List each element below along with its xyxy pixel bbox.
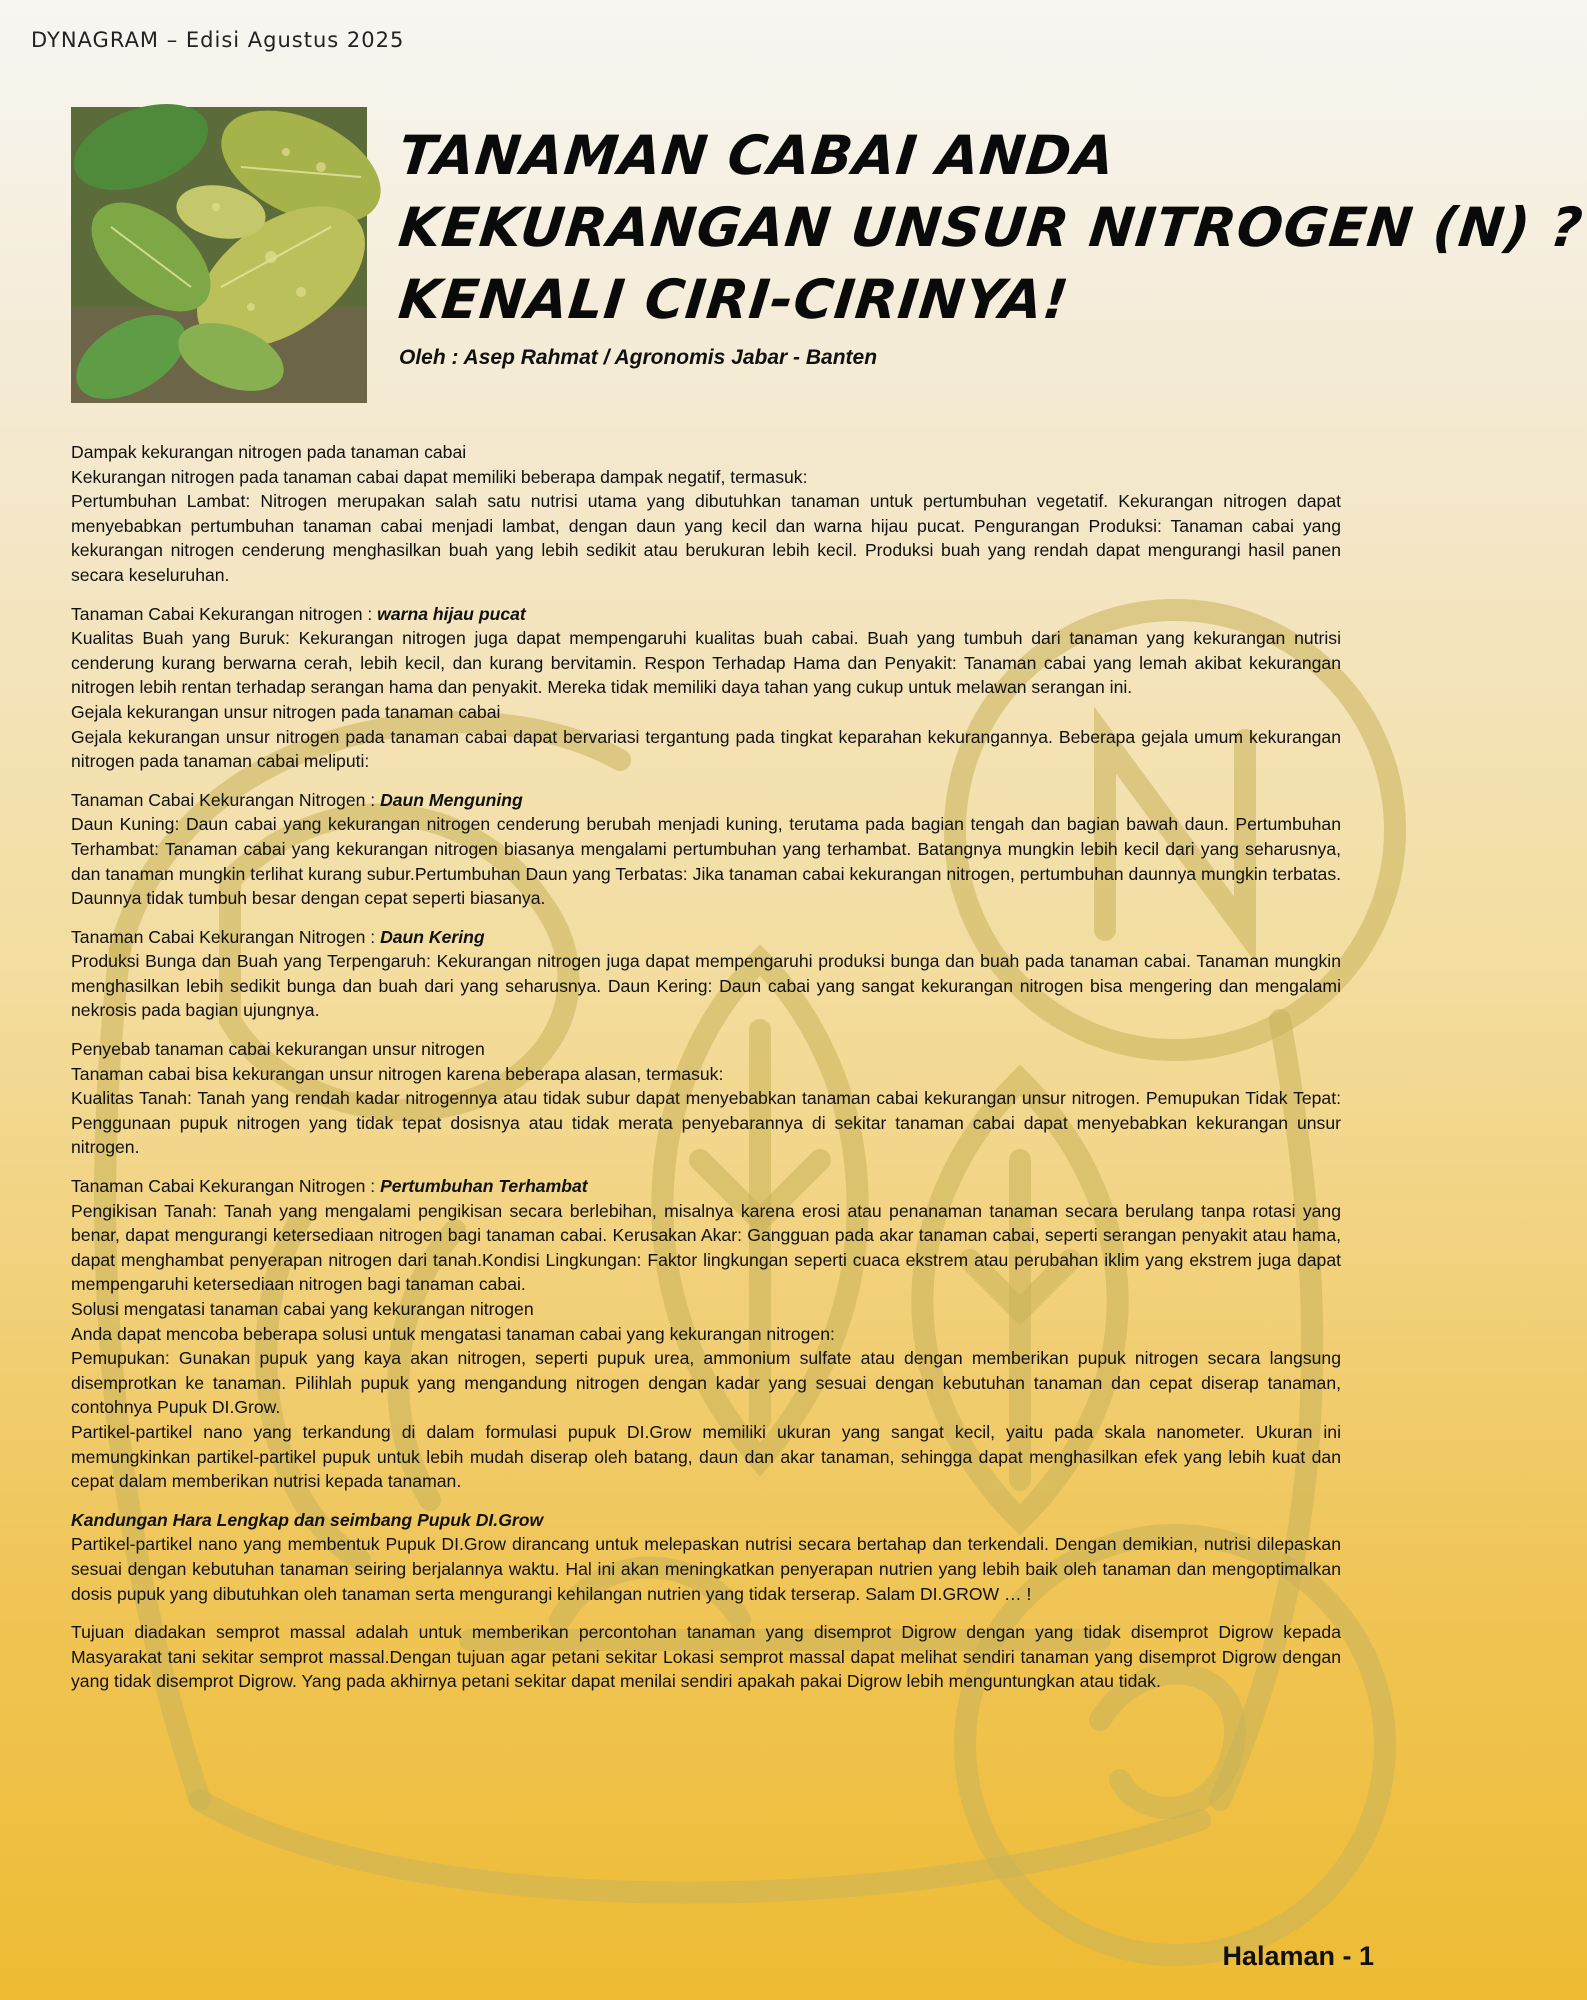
paragraph: Partikel-partikel nano yang terkandung di dalam formulasi pupuk DI.Grow memiliki ukuran yang sangat kecil, yaitu pada skala nanometer. Ukuran ini memungkinkan partikel-partikel pupuk untuk lebih mudah diserap oleh batang, daun dan akar tanaman, sehingga dapat menghasilkan efek yang lebih kuat dan cepat dalam memberikan nutrisi kepada tanaman. bbox=[71, 1421, 1341, 1492]
subheading-emphasis: warna hijau pucat bbox=[377, 603, 526, 624]
subheading bbox=[71, 602, 1341, 627]
subheading bbox=[71, 788, 1341, 813]
subheading-emphasis: Daun Kering bbox=[380, 926, 485, 947]
page-number: Halaman - 1 bbox=[1222, 1941, 1374, 1971]
section-heading: Gejala kekurangan unsur nitrogen pada tanaman cabai bbox=[71, 701, 501, 722]
subheading-prefix: Tanaman Cabai Kekurangan nitrogen : bbox=[71, 603, 378, 624]
subheading-emphasis: Kandungan Hara Lengkap dan seimbang Pupuk DI.Grow bbox=[71, 1509, 544, 1530]
paragraph: Daun Kuning: Daun cabai yang kekurangan nitrogen cenderung berubah menjadi kuning, terutama pada bagian tengah dan bagian bawah daun. Pertumbuhan Terhambat: Tanaman cabai yang kekurangan nitrogen biasanya mengalami pertumbuhan yang terhambat. Batangnya mungkin lebih kecil dari yang seharusnya, dan tanaman mungkin terlihat kurang subur.Pertumbuhan Daun yang Terbatas: Jika tanaman cabai kekurangan nitrogen, pertumbuhan daunnya mungkin terbatas. Daunnya tidak tumbuh besar dengan cepat seperti biasanya. bbox=[71, 814, 1341, 909]
subheading-prefix: Tanaman Cabai Kekurangan Nitrogen : bbox=[71, 926, 381, 947]
paragraph: Partikel-partikel nano yang membentuk Pupuk DI.Grow dirancang untuk melepaskan nutrisi secara bertahap dan terkendali. Dengan demikian, nutrisi dilepaskan sesuai dengan kebutuhan tanaman seiring berjalannya waktu. Hal ini akan meningkatkan penyerapan nutrien yang lebih baik oleh tanaman dan mengoptimalkan dosis pupuk yang dibutuhkan oleh tanaman serta mengurangi kehilangan nutrien yang tidak terserap. Salam DI.GROW … ! bbox=[71, 1534, 1341, 1604]
subheading-emphasis: Pertumbuhan Terhambat bbox=[380, 1176, 588, 1197]
subheading-prefix: Tanaman Cabai Kekurangan Nitrogen : bbox=[71, 789, 381, 810]
paragraph: Pemupukan: Gunakan pupuk yang kaya akan nitrogen, seperti pupuk urea, ammonium sulfate atau dengan memberikan pupuk nitrogen secara langsung disemprotkan ke tanaman. Pilihlah pupuk yang mengandung nitrogen dengan kadar yang sesuai dengan kebutuhan tanaman dan cepat diserap tanaman, contohnya Pupuk DI.Grow. bbox=[71, 1348, 1341, 1418]
article-title-line: TANAMAN CABAI ANDA bbox=[395, 124, 1119, 187]
paragraph: Kualitas Tanah: Tanah yang rendah kadar nitrogennya atau tidak subur dapat menyebabkan tanaman cabai kekurangan unsur nitrogen. Pemupukan Tidak Tepat: Penggunaan pupuk nitrogen yang tidak tepat dosisnya atau tidak merata penyebarannya di sekitar tanaman cabai dapat menyebabkan kekurangan unsur nitrogen. bbox=[71, 1088, 1341, 1158]
section-heading: Penyebab tanaman cabai kekurangan unsur nitrogen bbox=[71, 1039, 485, 1060]
paragraph: Gejala kekurangan unsur nitrogen pada tanaman cabai dapat bervariasi tergantung pada tingkat keparahan kekurangannya. Beberapa gejala umum kekurangan nitrogen pada tanaman cabai meliputi: bbox=[71, 726, 1341, 772]
masthead: DYNAGRAM – Edisi Agustus 2025 bbox=[31, 28, 405, 52]
article-header bbox=[395, 120, 1587, 370]
paragraph: Kualitas Buah yang Buruk: Kekurangan nitrogen juga dapat mempengaruhi kualitas buah cabai. Buah yang tumbuh dari tanaman yang kekurangan nutrisi cenderung kurang berwarna cerah, lebih kecil, dan kurang bervitamin. Respon Terhadap Hama dan Penyakit: Tanaman cabai yang lemah akibat kekurangan nitrogen lebih rentan terhadap serangan hama dan penyakit. Mereka tidak memiliki daya tahan yang cukup untuk melawan serangan ini. bbox=[71, 628, 1341, 698]
subheading bbox=[71, 1174, 1341, 1199]
paragraph: Produksi Bunga dan Buah yang Terpengaruh: Kekurangan nitrogen juga dapat mempengaruhi produksi bunga dan buah pada tanaman cabai. Tanaman mungkin menghasilkan lebih sedikit bunga dan buah dari yang seharusnya. Daun Kering: Daun cabai yang sangat kekurangan nitrogen bisa mengering dan mengalami nekrosis pada bagian ujungnya. bbox=[71, 951, 1341, 1021]
chili-leaf-photo bbox=[71, 107, 367, 403]
paragraph: Anda dapat mencoba beberapa solusi untuk mengatasi tanaman cabai yang kekurangan nitrogen: bbox=[71, 1323, 835, 1344]
subheading bbox=[71, 1508, 1341, 1533]
section-heading: Dampak kekurangan nitrogen pada tanaman cabai bbox=[71, 442, 467, 462]
paragraph: Pengikisan Tanah: Tanah yang mengalami pengikisan secara berlebihan, misalnya karena erosi atau penanaman tanaman secara berulang tanpa rotasi yang benar, dapat mengurangi ketersediaan nitrogen bagi tanaman cabai. Kerusakan Akar: Gangguan pada akar tanaman cabai, seperti serangan penyakit atau hama, dapat menghambat penyerapan nitrogen dari tanah.Kondisi Lingkungan: Faktor lingkungan seperti cuaca ekstrem atau perubahan iklim yang ekstrem juga dapat mempengaruhi ketersediaan nitrogen bagi tanaman cabai. bbox=[71, 1200, 1341, 1295]
article-title-line: KENALI CIRI-CIRINYA! bbox=[395, 268, 1073, 331]
subheading bbox=[71, 925, 1341, 950]
subheading-emphasis: Daun Menguning bbox=[380, 789, 523, 810]
article-title-line: KEKURANGAN UNSUR NITROGEN (N) ? bbox=[395, 196, 1587, 259]
subheading-prefix: Tanaman Cabai Kekurangan Nitrogen : bbox=[71, 1176, 381, 1197]
paragraph: Kekurangan nitrogen pada tanaman cabai dapat memiliki beberapa dampak negatif, termasuk: bbox=[71, 466, 808, 487]
section-heading: Solusi mengatasi tanaman cabai yang kekurangan nitrogen bbox=[71, 1299, 534, 1319]
paragraph: Tujuan diadakan semprot massal adalah untuk memberikan percontohan tanaman yang disemprot Digrow dengan yang tidak disemprot Digrow kepada Masyarakat tani sekitar semprot massal.Dengan tujuan agar petani sekitar Lokasi semprot massal dapat melihat sendiri tanaman yang disemprot Digrow dengan yang tidak disemprot Digrow. Yang pada akhirnya petani sekitar dapat menilai sendiri apakah pakai Digrow lebih menguntungkan atau tidak. bbox=[71, 1622, 1341, 1692]
article-body bbox=[71, 440, 1341, 1694]
paragraph: Pertumbuhan Lambat: Nitrogen merupakan salah satu nutrisi utama yang dibutuhkan tanaman untuk pertumbuhan vegetatif. Kekurangan nitrogen dapat menyebabkan pertumbuhan tanaman cabai menjadi lambat, dengan daun yang kecil dan warna hijau pucat. Pengurangan Produksi: Tanaman cabai yang kekurangan nitrogen cenderung menghasilkan buah yang lebih sedikit atau berukuran lebih kecil. Produksi buah yang rendah dapat mengurangi hasil panen secara keseluruhan. bbox=[71, 491, 1341, 585]
byline: Oleh : Asep Rahmat / Agronomis Jabar - Banten bbox=[399, 346, 878, 369]
paragraph: Tanaman cabai bisa kekurangan unsur nitrogen karena beberapa alasan, termasuk: bbox=[71, 1063, 724, 1084]
